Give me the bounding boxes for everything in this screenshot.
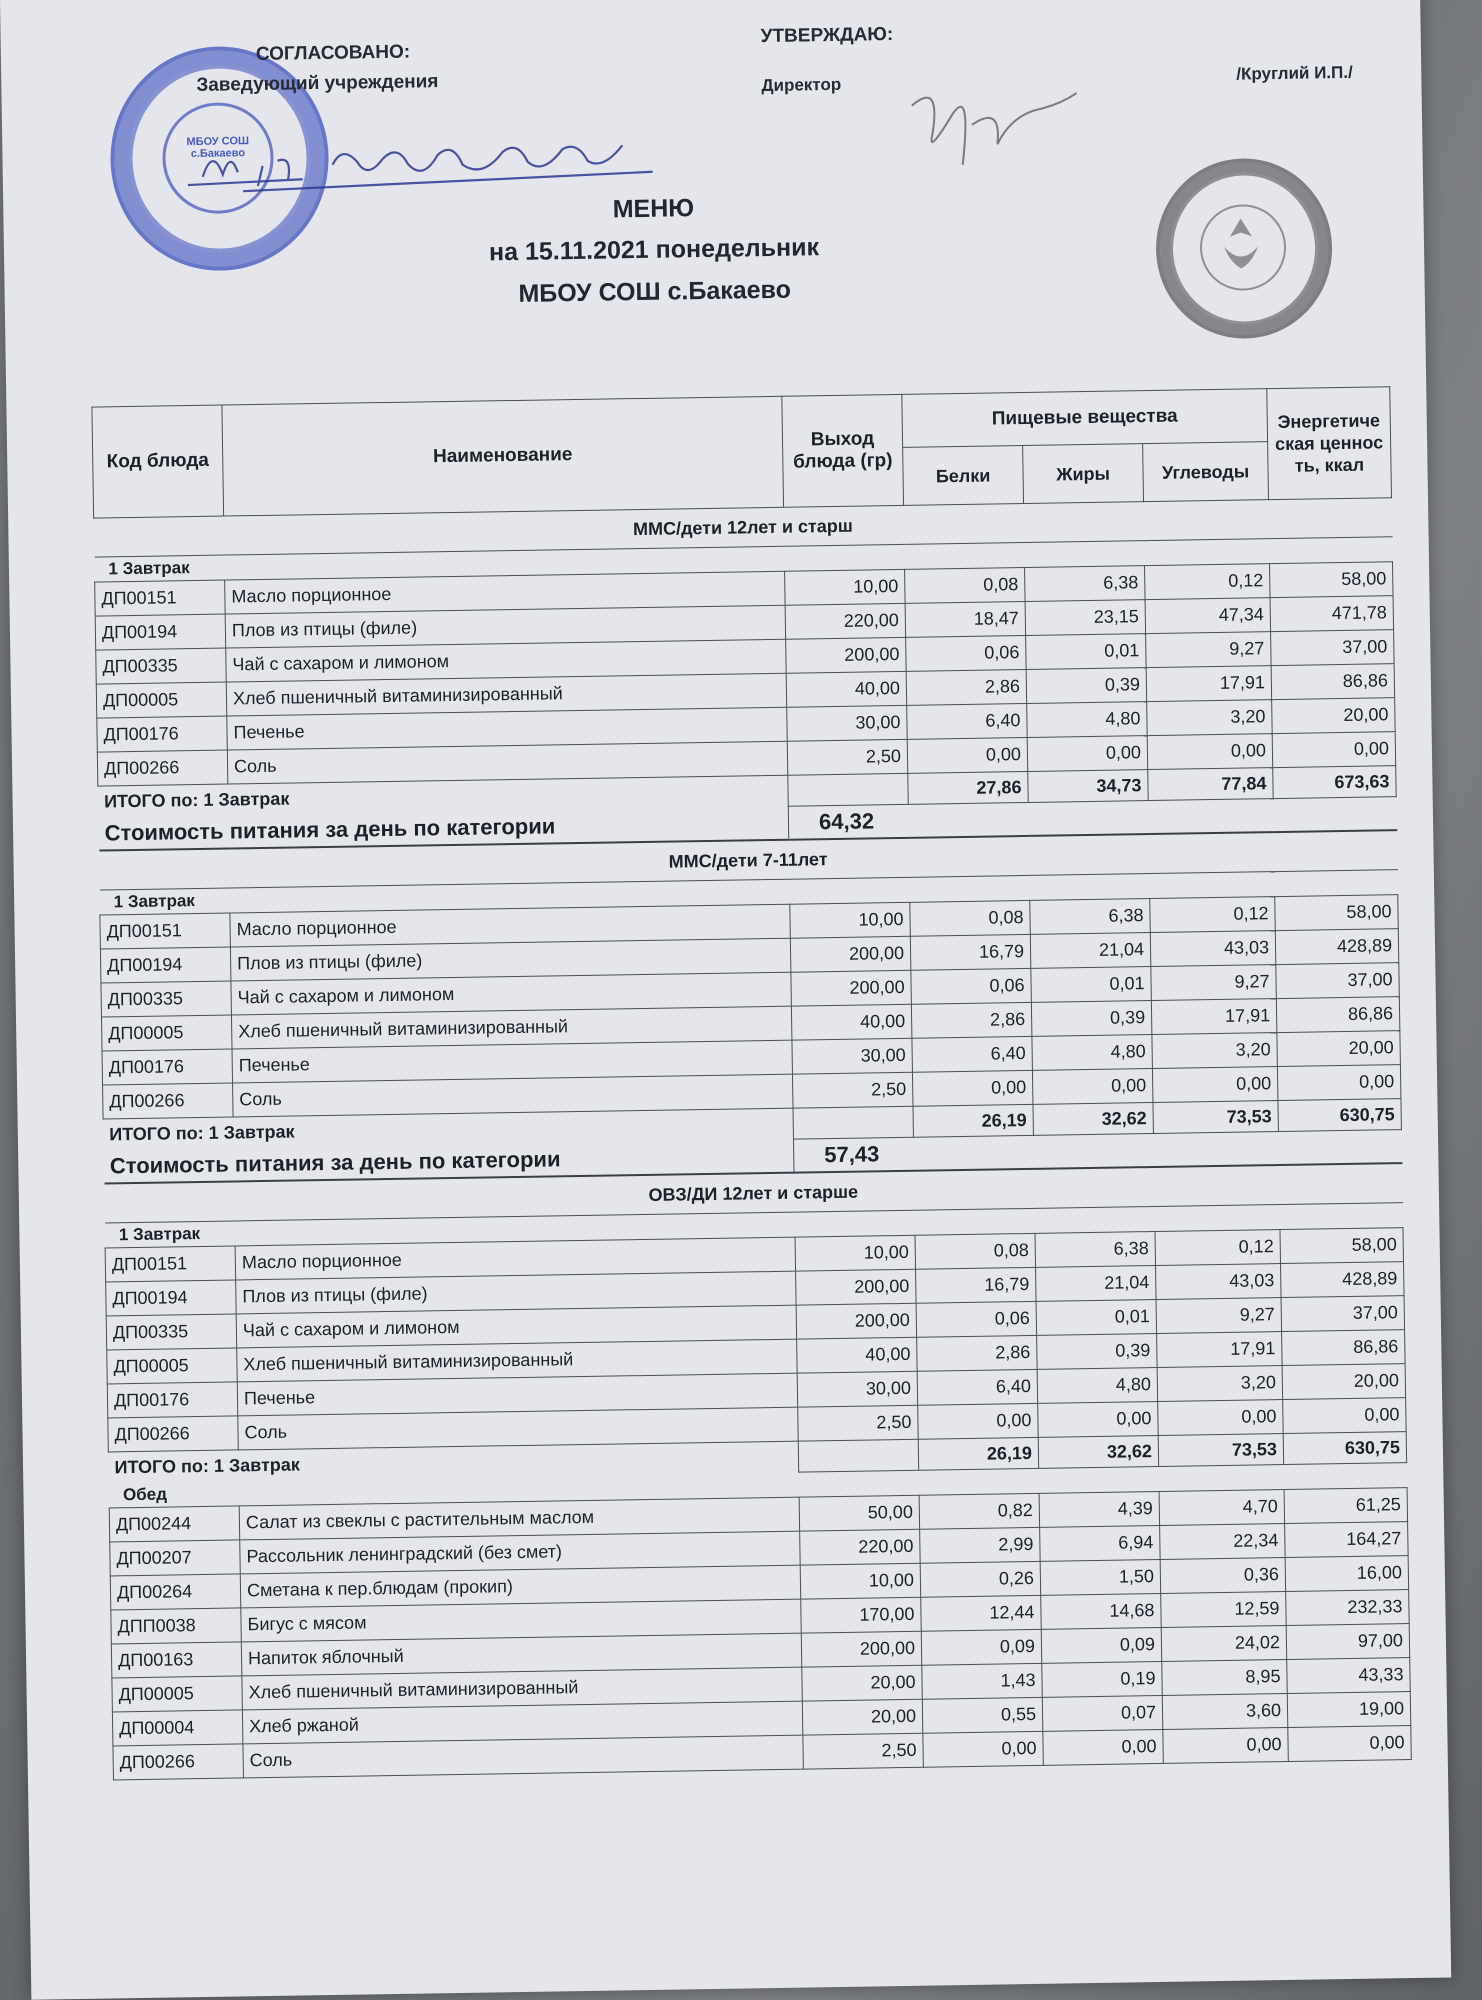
- menu-table-body: [94, 498, 1412, 1780]
- dish-protein: 0,06: [916, 1301, 1037, 1337]
- dish-name: Хлеб ржаной: [242, 1701, 802, 1744]
- dish-yield: 20,00: [802, 1699, 923, 1735]
- dish-carbs: 12,59: [1161, 1592, 1287, 1628]
- dish-fat: 0,00: [1032, 1069, 1153, 1105]
- dish-yield: 200,00: [790, 936, 911, 972]
- dish-code: ДП00151: [100, 913, 231, 949]
- dish-yield: 200,00: [791, 970, 912, 1006]
- dish-carbs: 9,27: [1151, 965, 1277, 1001]
- dish-name: Чай с сахаром и лимоном: [236, 1305, 796, 1348]
- dish-protein: 0,55: [922, 1697, 1043, 1733]
- dish-name: Сметана к пер.блюдам (прокип): [240, 1565, 800, 1608]
- dish-code: ДП00005: [101, 1015, 232, 1051]
- dish-fat: 4,80: [1027, 702, 1148, 738]
- total-label: ИТОГО по: 1 Завтрак: [103, 788, 290, 812]
- dish-carbs: 43,03: [1156, 1264, 1282, 1300]
- total-energy: 630,75: [1278, 1099, 1401, 1132]
- dish-energy: 428,89: [1275, 929, 1399, 965]
- dish-yield: 170,00: [801, 1597, 922, 1633]
- dish-energy: 58,00: [1280, 1228, 1404, 1264]
- dish-fat: 0,39: [1037, 1333, 1158, 1369]
- dish-code: ДП00335: [101, 981, 232, 1017]
- dish-energy: 20,00: [1277, 1031, 1401, 1067]
- dish-fat: 0,01: [1026, 634, 1147, 670]
- approved-name: /Круглий И.П./: [1236, 62, 1353, 84]
- dish-fat: 0,01: [1036, 1300, 1157, 1336]
- dish-energy: 61,25: [1284, 1488, 1408, 1524]
- dish-code: ДП00005: [96, 682, 227, 718]
- dish-yield: 50,00: [799, 1495, 920, 1531]
- dish-code: ДП00266: [97, 750, 228, 786]
- dish-code: ДП00194: [100, 947, 231, 983]
- dish-energy: 471,78: [1270, 596, 1394, 632]
- dish-code: ДП00176: [102, 1049, 233, 1085]
- dish-energy: 428,89: [1281, 1262, 1405, 1298]
- dish-energy: 86,86: [1276, 997, 1400, 1033]
- total-fat: 34,73: [1028, 770, 1148, 803]
- approved-label: УТВЕРЖДАЮ:: [760, 23, 894, 48]
- col-name-header: Наименование: [222, 396, 784, 516]
- dish-name: Напиток яблочный: [241, 1633, 801, 1676]
- dish-energy: 232,33: [1286, 1590, 1410, 1626]
- col-carbs-header: Углеводы: [1143, 442, 1269, 501]
- dish-name: Хлеб пшеничный витаминизированный: [242, 1667, 802, 1710]
- dish-name: Печенье: [232, 1040, 792, 1083]
- dish-name: Бигус с мясом: [241, 1599, 801, 1642]
- dish-name: Соль: [243, 1735, 803, 1778]
- cost-value: 57,43: [793, 1130, 1401, 1173]
- dish-protein: 0,26: [920, 1561, 1041, 1597]
- dish-protein: 0,08: [910, 900, 1031, 936]
- dish-carbs: 8,95: [1162, 1659, 1288, 1695]
- meal-title: 1 Завтрак: [113, 891, 196, 912]
- dish-yield: 2,50: [792, 1072, 913, 1108]
- dish-code: ДП00335: [96, 648, 227, 684]
- dish-code: ДП00151: [105, 1246, 236, 1282]
- dish-protein: 0,82: [919, 1493, 1040, 1529]
- dish-yield: 10,00: [795, 1235, 916, 1271]
- dish-protein: 16,79: [910, 934, 1031, 970]
- dish-name: Плов из птицы (филе): [225, 605, 785, 648]
- dish-name: Хлеб пшеничный витаминизированный: [226, 673, 786, 716]
- dish-fat: 6,38: [1035, 1232, 1156, 1268]
- dish-energy: 37,00: [1276, 963, 1400, 999]
- total-carbs: 73,53: [1153, 1101, 1278, 1134]
- col-energy-header: Энергетическая ценность, ккал: [1267, 387, 1392, 500]
- dish-fat: 0,00: [1043, 1729, 1164, 1765]
- dish-carbs: 4,70: [1159, 1490, 1285, 1526]
- dish-protein: 0,09: [921, 1629, 1042, 1665]
- dish-carbs: 3,60: [1162, 1693, 1288, 1729]
- dish-protein: 0,06: [911, 968, 1032, 1004]
- dish-code: ДП00176: [97, 716, 228, 752]
- dish-yield: 10,00: [800, 1563, 921, 1599]
- dish-carbs: 17,91: [1157, 1332, 1283, 1368]
- dish-name: Соль: [238, 1407, 798, 1450]
- dish-protein: 0,00: [918, 1403, 1039, 1439]
- dish-energy: 86,86: [1282, 1330, 1406, 1366]
- dish-protein: 16,79: [916, 1267, 1037, 1303]
- dish-protein: 0,08: [905, 567, 1026, 603]
- total-label: ИТОГО по: 1 Завтрак: [114, 1454, 300, 1478]
- dish-fat: 14,68: [1041, 1593, 1162, 1629]
- dish-fat: 1,50: [1040, 1559, 1161, 1595]
- dish-yield: 20,00: [802, 1665, 923, 1701]
- dish-yield: 30,00: [792, 1038, 913, 1074]
- dish-yield: 10,00: [790, 902, 911, 938]
- dish-protein: 0,06: [906, 635, 1027, 671]
- dish-yield: 220,00: [785, 603, 906, 639]
- total-yield-empty: [793, 1106, 913, 1139]
- dish-fat: 0,07: [1042, 1695, 1163, 1731]
- dish-energy: 20,00: [1282, 1364, 1406, 1400]
- dish-name: Чай с сахаром и лимоном: [226, 639, 786, 682]
- agreed-label: СОГЛАСОВАНО:: [255, 41, 411, 65]
- total-fat: 32,62: [1033, 1103, 1153, 1136]
- col-fat-header: Жиры: [1023, 444, 1144, 503]
- menu-table: [91, 386, 1411, 1780]
- dish-fat: 0,00: [1027, 736, 1148, 772]
- dish-code: ДП00266: [103, 1083, 234, 1119]
- dish-fat: 0,39: [1026, 668, 1147, 704]
- dish-yield: 10,00: [785, 569, 906, 605]
- dish-energy: 16,00: [1285, 1556, 1409, 1592]
- dish-carbs: 3,20: [1157, 1366, 1283, 1402]
- dish-carbs: 0,12: [1155, 1230, 1281, 1266]
- school-name: МБОУ СОШ с.Бакаево: [518, 275, 792, 308]
- total-fat: 32,62: [1038, 1435, 1158, 1468]
- total-yield-empty: [788, 773, 908, 806]
- dish-yield: 220,00: [800, 1529, 921, 1565]
- dish-energy: 86,86: [1271, 664, 1395, 700]
- dish-carbs: 0,00: [1163, 1727, 1289, 1763]
- total-energy: 673,63: [1273, 766, 1396, 799]
- total-protein: 26,19: [918, 1437, 1038, 1470]
- dish-protein: 2,86: [906, 669, 1027, 705]
- meal-title: Обед: [122, 1484, 168, 1505]
- dish-name: Плов из птицы (филе): [236, 1271, 796, 1314]
- total-energy: 630,75: [1283, 1432, 1406, 1465]
- menu-date: на 15.11.2021 понедельник: [488, 233, 820, 267]
- dish-yield: 40,00: [786, 671, 907, 707]
- col-yield-header: Выход блюда (гр): [782, 394, 904, 507]
- category-title: ММС/дети 12лет и старш: [94, 498, 1392, 557]
- dish-fat: 0,39: [1031, 1001, 1152, 1037]
- dish-energy: 19,00: [1287, 1692, 1411, 1728]
- dish-name: Соль: [227, 741, 787, 784]
- dish-name: Хлеб пшеничный витаминизированный: [231, 1006, 791, 1049]
- dish-fat: 0,19: [1042, 1661, 1163, 1697]
- dish-code: ДП00005: [112, 1676, 243, 1712]
- total-label: ИТОГО по: 1 Завтрак: [109, 1121, 295, 1145]
- dish-fat: 0,09: [1041, 1627, 1162, 1663]
- dish-fat: 21,04: [1030, 933, 1151, 969]
- category-title: ММС/дети 7-11лет: [99, 830, 1397, 890]
- dish-protein: 6,40: [907, 703, 1028, 739]
- dish-carbs: 0,12: [1150, 897, 1276, 933]
- dish-protein: 2,86: [917, 1335, 1038, 1371]
- dish-energy: 37,00: [1271, 630, 1395, 666]
- total-carbs: 73,53: [1158, 1434, 1283, 1467]
- seal-emblem-icon: [1201, 206, 1280, 285]
- stamp-school-name: МБОУ СОШ с.Бакаево: [186, 135, 250, 161]
- dish-energy: 37,00: [1281, 1296, 1405, 1332]
- dish-energy: 20,00: [1272, 698, 1396, 734]
- dish-fat: 0,01: [1031, 967, 1152, 1003]
- dish-yield: 40,00: [797, 1337, 918, 1373]
- dish-carbs: 9,27: [1146, 632, 1272, 668]
- dish-name: Плов из птицы (филе): [230, 938, 790, 981]
- gray-round-seal: [1155, 157, 1334, 340]
- dish-carbs: 0,00: [1152, 1067, 1278, 1103]
- dish-energy: 58,00: [1275, 895, 1399, 931]
- dish-carbs: 0,00: [1158, 1400, 1284, 1436]
- meal-title: 1 Завтрак: [118, 1224, 201, 1245]
- dish-carbs: 0,36: [1160, 1558, 1286, 1594]
- dish-energy: 97,00: [1286, 1624, 1410, 1660]
- dish-code: ДП00194: [95, 614, 226, 650]
- dish-name: Рассольник ленинградский (без смет): [240, 1531, 800, 1574]
- dish-carbs: 9,27: [1156, 1298, 1282, 1334]
- dish-fat: 6,94: [1040, 1525, 1161, 1561]
- dish-protein: 1,43: [922, 1663, 1043, 1699]
- dish-name: Хлеб пшеничный витаминизированный: [237, 1339, 797, 1382]
- meal-title: 1 Завтрак: [108, 558, 190, 579]
- dish-protein: 0,08: [915, 1233, 1036, 1269]
- director-signature: [901, 73, 1083, 186]
- dish-protein: 18,47: [905, 601, 1026, 637]
- dish-code: ДП00194: [106, 1280, 237, 1316]
- dish-code: ДПП0038: [111, 1608, 242, 1644]
- dish-code: ДП00151: [95, 580, 226, 616]
- dish-fat: 21,04: [1036, 1266, 1157, 1302]
- dish-fat: 23,15: [1025, 600, 1146, 636]
- dish-name: Масло порционное: [235, 1237, 795, 1280]
- dish-fat: 0,00: [1038, 1401, 1159, 1437]
- approved-position: Директор: [761, 74, 842, 96]
- dish-name: Печенье: [237, 1373, 797, 1416]
- dish-energy: 0,00: [1288, 1726, 1412, 1762]
- total-protein: 27,86: [908, 771, 1028, 804]
- col-protein-header: Белки: [903, 446, 1024, 505]
- dish-code: ДП00244: [109, 1506, 240, 1542]
- dish-carbs: 3,20: [1147, 700, 1273, 736]
- dish-protein: 6,40: [917, 1369, 1038, 1405]
- dish-carbs: 0,00: [1147, 734, 1273, 770]
- dish-yield: 200,00: [801, 1631, 922, 1667]
- agreed-position: Заведующий учреждения: [196, 71, 439, 96]
- dish-code: ДП00266: [113, 1744, 244, 1780]
- dish-protein: 12,44: [921, 1595, 1042, 1631]
- dish-yield: 30,00: [797, 1371, 918, 1407]
- dish-code: ДП00163: [111, 1642, 242, 1678]
- dish-fat: 4,80: [1032, 1035, 1153, 1071]
- dish-code: ДП00264: [110, 1574, 241, 1610]
- dish-code: ДП00266: [108, 1416, 239, 1452]
- col-code-header: Код блюда: [92, 405, 224, 518]
- dish-protein: 0,00: [907, 737, 1028, 773]
- dish-carbs: 22,34: [1160, 1524, 1286, 1560]
- dish-carbs: 17,91: [1151, 999, 1277, 1035]
- dish-name: Соль: [233, 1074, 793, 1117]
- seal-inner-ring: [1199, 204, 1286, 291]
- dish-fat: 6,38: [1025, 566, 1146, 602]
- dish-fat: 4,39: [1039, 1491, 1160, 1527]
- dish-carbs: 24,02: [1161, 1625, 1287, 1661]
- dish-carbs: 3,20: [1152, 1033, 1278, 1069]
- dish-yield: 30,00: [787, 705, 908, 741]
- dish-code: ДП00005: [107, 1348, 238, 1384]
- dish-protein: 0,00: [912, 1070, 1033, 1106]
- dish-yield: 200,00: [796, 1269, 917, 1305]
- dish-name: Масло порционное: [230, 904, 790, 947]
- dish-yield: 200,00: [786, 637, 907, 673]
- dish-yield: 2,50: [803, 1733, 924, 1769]
- dish-code: ДП00335: [106, 1314, 237, 1350]
- dish-fat: 6,38: [1030, 899, 1151, 935]
- dish-carbs: 47,34: [1145, 598, 1271, 634]
- page-title: МЕНЮ: [612, 194, 695, 224]
- dish-energy: 0,00: [1272, 732, 1396, 768]
- col-nutrients-header: Пищевые вещества: [902, 389, 1268, 448]
- dish-energy: 164,27: [1285, 1522, 1409, 1558]
- dish-carbs: 43,03: [1150, 931, 1276, 967]
- dish-protein: 2,86: [911, 1002, 1032, 1038]
- total-yield-empty: [798, 1439, 918, 1472]
- cost-label: Стоимость питания за день по категории: [98, 806, 788, 850]
- dish-yield: 200,00: [796, 1303, 917, 1339]
- dish-yield: 40,00: [791, 1004, 912, 1040]
- dish-code: ДП00207: [110, 1540, 241, 1576]
- dish-yield: 2,50: [787, 739, 908, 775]
- dish-code: ДП00176: [107, 1382, 238, 1418]
- dish-energy: 0,00: [1277, 1065, 1401, 1101]
- category-title: ОВЗ/ДИ 12лет и старше: [104, 1163, 1402, 1223]
- dish-fat: 4,80: [1037, 1367, 1158, 1403]
- dish-name: Салат из свеклы с растительным маслом: [239, 1497, 799, 1540]
- dish-name: Масло порционное: [225, 571, 785, 614]
- cost-label: Стоимость питания за день по категории: [104, 1139, 794, 1183]
- dish-yield: 2,50: [798, 1405, 919, 1441]
- dish-code: ДП00004: [112, 1710, 243, 1746]
- cost-value: 64,32: [788, 797, 1396, 840]
- dish-energy: 0,00: [1283, 1398, 1407, 1434]
- total-protein: 26,19: [913, 1104, 1033, 1137]
- dish-carbs: 0,12: [1145, 564, 1271, 600]
- total-carbs: 77,84: [1148, 768, 1273, 801]
- dish-name: Печенье: [227, 707, 787, 750]
- dish-energy: 58,00: [1270, 562, 1394, 598]
- dish-protein: 0,00: [923, 1731, 1044, 1767]
- dish-name: Чай с сахаром и лимоном: [231, 972, 791, 1015]
- dish-carbs: 17,91: [1146, 666, 1272, 702]
- dish-energy: 43,33: [1287, 1658, 1411, 1694]
- dish-protein: 2,99: [920, 1527, 1041, 1563]
- dish-protein: 6,40: [912, 1036, 1033, 1072]
